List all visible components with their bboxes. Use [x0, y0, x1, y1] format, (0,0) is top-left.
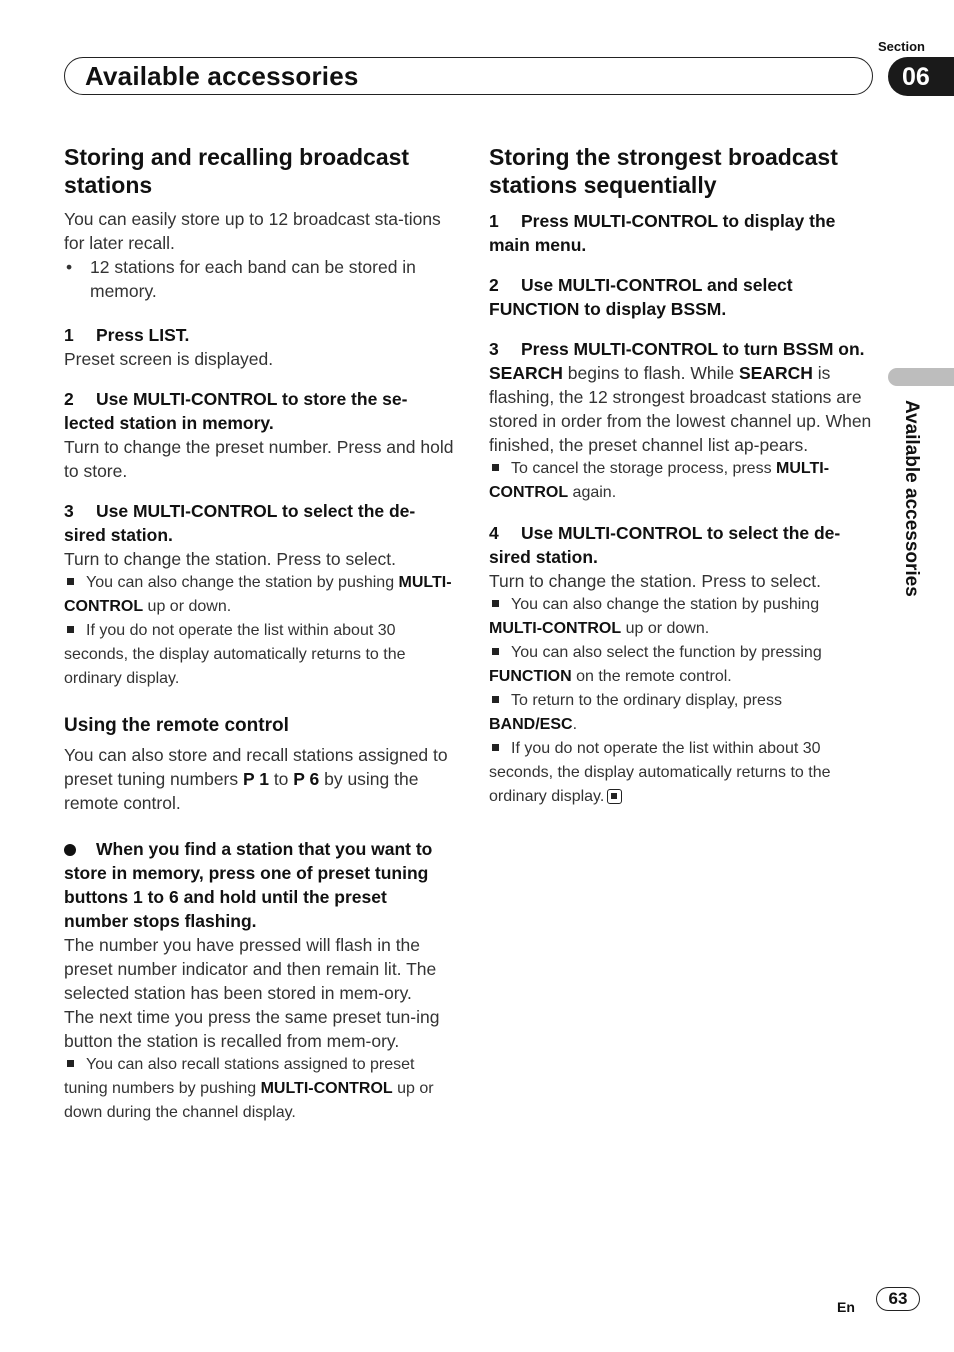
header-bar — [64, 57, 873, 95]
left-step-3-note-2: If you do not operate the list within about 30 seconds, the display automatically returns to the ordinary display. — [64, 622, 406, 687]
remote-body-3: The next time you press the same preset tun-ing button the station is recalled from mem-ory. — [64, 1007, 440, 1051]
right-step-4-note-4: If you do not operate the list within about 30 seconds, the display automatically returns to the ordinary display. — [489, 740, 831, 805]
right-step-4-body: Turn to change the station. Press to select. — [489, 571, 822, 591]
page-number: 63 — [876, 1287, 920, 1311]
right-step-3-note: To cancel the storage process, press MULTI-CONTROL again. — [489, 460, 830, 501]
right-heading: Storing the strongest broadcast stations sequentially — [489, 144, 838, 198]
footer-language: En — [837, 1299, 855, 1315]
remote-body-2: The number you have pressed will flash in the preset number indicator and then remain lit. The selected station has been stored in mem-ory. — [64, 935, 437, 1003]
bullet-circle-icon — [64, 844, 76, 856]
side-label: Available accessories — [901, 400, 922, 597]
side-tab — [888, 368, 954, 386]
left-step-1: 1 Press LIST. — [64, 325, 190, 345]
left-heading: Storing and recalling broadcast stations — [64, 144, 410, 198]
remote-body: You can also store and recall stations assigned to preset tuning numbers P 1 to P 6 by using the remote control. — [64, 745, 448, 813]
right-step-3-body: SEARCH begins to flash. While SEARCH is flashing, the 12 strongest broadcast stations are stored in order from the lowest channel up. When finished, the preset channel list ap-pears. — [489, 363, 872, 455]
right-column — [489, 143, 874, 809]
left-step-1-body: Preset screen is displayed. — [64, 349, 274, 369]
remote-step: When you find a station that you want to store in memory, press one of preset tuning buttons 1 to 6 and hold until the preset number stops flashing. — [64, 839, 433, 931]
remote-note: You can also recall stations assigned to preset tuning numbers by pushing MULTI-CONTROL up or down during the channel display. — [64, 1056, 434, 1121]
left-intro: You can easily store up to 12 broadcast sta-tions for later recall. — [64, 209, 441, 253]
right-step-3: 3 Press MULTI-CONTROL to turn BSSM on. — [489, 339, 865, 359]
remote-heading: Using the remote control — [64, 715, 289, 736]
right-step-1: 1 Press MULTI-CONTROL to display the main menu. — [489, 211, 836, 255]
left-column — [64, 143, 454, 1125]
end-mark-icon — [607, 789, 622, 804]
right-step-4-note-3: To return to the ordinary display, press BAND/ESC. — [489, 692, 782, 733]
intro-bullet: • 12 stations for each band can be stored in memory. — [66, 257, 416, 301]
page-title: Available accessories — [85, 61, 359, 91]
section-number: 06 — [888, 57, 954, 96]
left-step-3-note-1: You can also change the station by pushing MULTI-CONTROL up or down. — [64, 574, 452, 615]
left-step-2: 2 Use MULTI-CONTROL to store the se-lected station in memory. — [64, 389, 408, 433]
right-step-2: 2 Use MULTI-CONTROL and select FUNCTION to display BSSM. — [489, 275, 793, 319]
right-step-4-note-2: You can also select the function by pressing FUNCTION on the remote control. — [489, 644, 822, 685]
section-label: Section — [878, 39, 925, 54]
right-step-4: 4 Use MULTI-CONTROL to select the de-sired station. — [489, 523, 841, 567]
left-step-2-body: Turn to change the preset number. Press and hold to store. — [64, 437, 454, 481]
left-step-3: 3 Use MULTI-CONTROL to select the de-sired station. — [64, 501, 416, 545]
right-step-4-note-1: You can also change the station by pushing MULTI-CONTROL up or down. — [489, 596, 820, 637]
left-step-3-body: Turn to change the station. Press to select. — [64, 549, 397, 569]
